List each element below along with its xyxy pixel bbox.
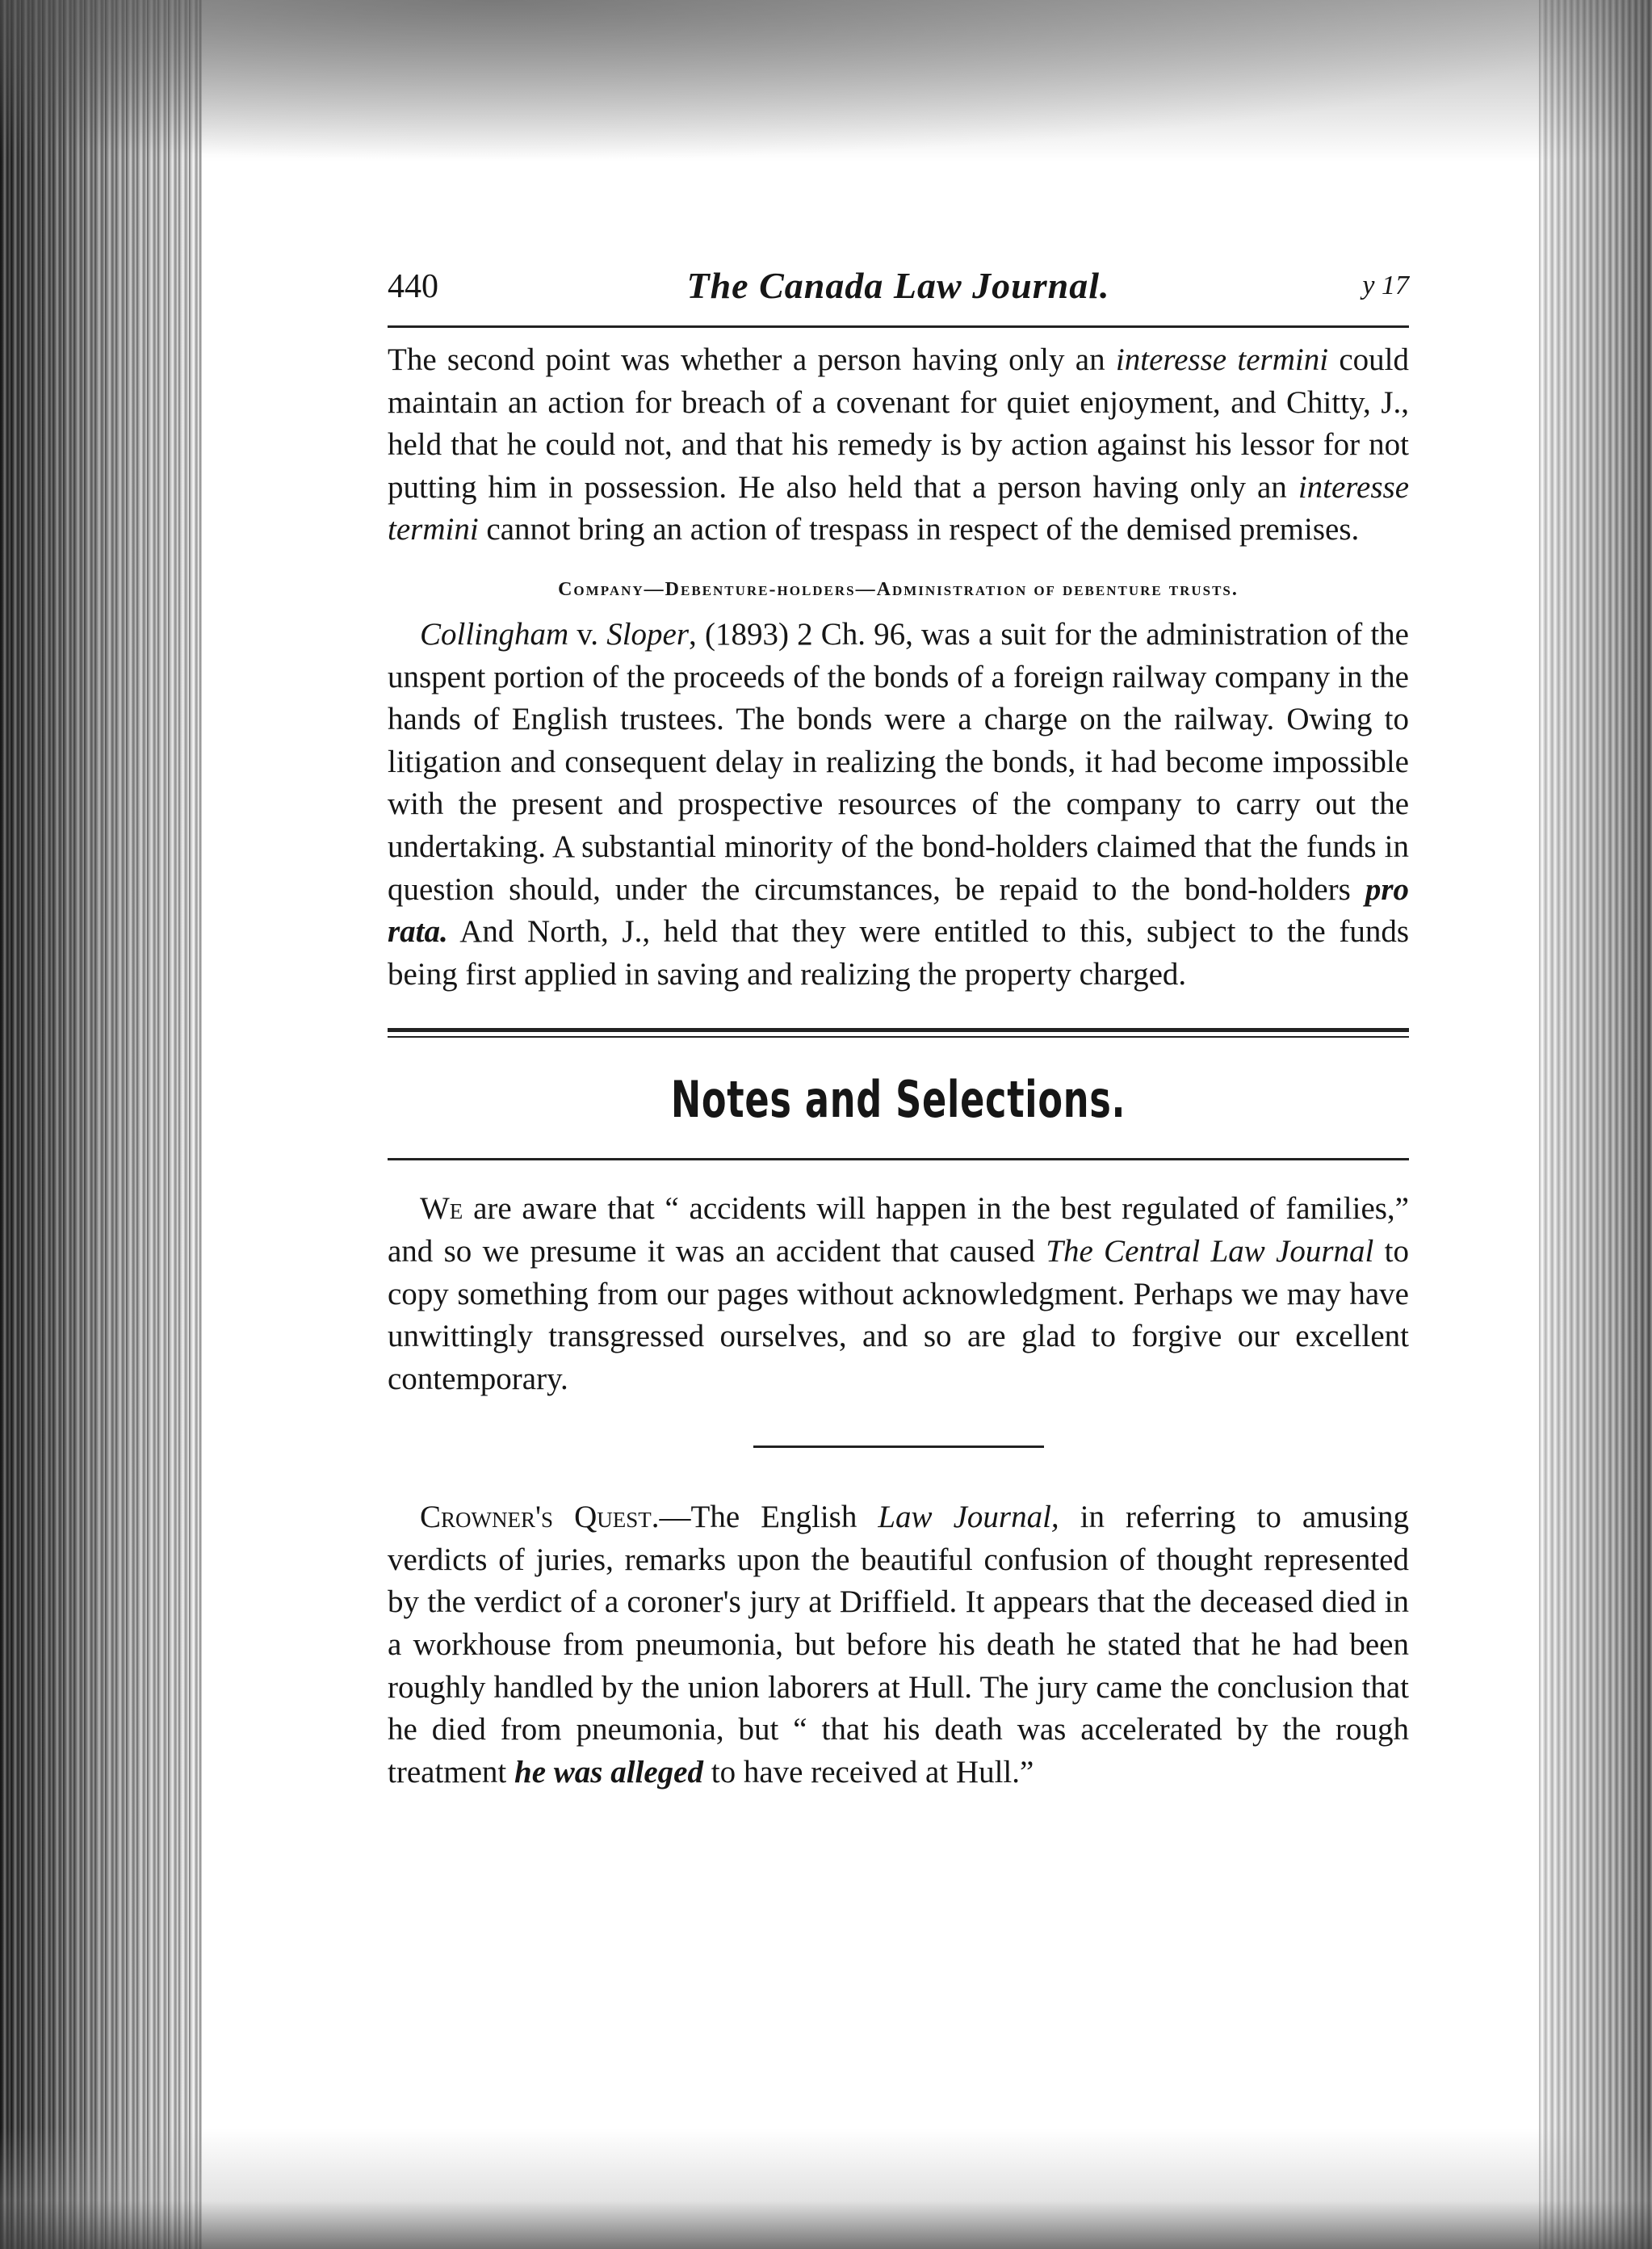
article-body — [388, 339, 1409, 1794]
italic-term: pro rata. — [388, 871, 1409, 950]
paragraph-interesse-termini — [388, 339, 1409, 552]
text-run: cannot bring an action of trespass in respect of the demised premises. — [478, 512, 1360, 548]
text-run: , (1893) 2 Ch. 96, was a suit for the administration of the unspent portion of the proceeds of the bonds of a foreign railway company in the hands of English trustees. The bonds were a charge on the railway. Owing to litigation and consequent delay in realizing the bonds, it had become impossible with the present and prospective resources of the company to carry out the undertaking. A substantial minority of the bond-holders claimed that the funds in question should, under the circumstances, be repaid to the bond-holders — [388, 616, 1409, 907]
paragraph-central-law-journal — [388, 1188, 1409, 1400]
italic-term: interesse termini — [388, 469, 1409, 548]
section-heading: Company—Debenture-holders—Administration of debenture trusts. — [558, 578, 1239, 600]
scan-edge-left — [0, 0, 202, 2249]
paragraph-crowners-quest — [388, 1496, 1409, 1794]
italic-term: interesse termini — [1115, 342, 1329, 377]
header-date-fragment: y 17 — [1362, 271, 1409, 300]
journal-page — [388, 262, 1409, 1794]
page-number: 440 — [388, 268, 438, 305]
italic-term: The Central Law Journal — [1046, 1233, 1374, 1269]
short-divider — [753, 1445, 1044, 1448]
paragraph-collingham-v-sloper — [388, 614, 1409, 996]
text-run: are aware that “ accidents will happen in the best regulated of families,” and so we presume it was an accident that caused — [388, 1191, 1409, 1269]
notes-title: Notes and Selections. — [670, 1070, 1126, 1130]
italic-term: he was alleged — [514, 1754, 703, 1790]
section-divider — [388, 1028, 1409, 1038]
page-header — [388, 262, 1409, 328]
text-run: to have received at Hull.” — [703, 1754, 1034, 1790]
scan-edge-top — [0, 0, 1652, 162]
text-run: —The English — [659, 1500, 878, 1535]
text-run: could maintain an action for breach of a covenant for quiet enjoyment, and Chitty, J., held that he could not, and that his remedy is by action against his lessor for not putting him in possession. He also held that a person having only an — [388, 342, 1409, 505]
scan-edge-bottom — [0, 2128, 1652, 2249]
text-run: And North, J., held that they were entitled to this, subject to the funds being first applied in saving and realizing the property charged. — [388, 914, 1409, 992]
lead-word: Crowner's Quest. — [420, 1500, 660, 1535]
title-rule — [388, 1158, 1409, 1160]
text-run: The second point was whether a person having only an — [388, 342, 1116, 377]
case-party: Sloper — [606, 616, 690, 652]
case-party: Collingham — [420, 616, 569, 652]
scan-edge-right — [1539, 0, 1652, 2249]
running-title: The Canada Law Journal. — [686, 265, 1110, 306]
text-run: to copy something from our pages without acknowledgment. Perhaps we may have unwittingly transgressed ourselves, and so are glad to forgive our excellent contemporary. — [388, 1233, 1409, 1396]
text-run: v. — [568, 616, 607, 652]
lead-word: We — [420, 1191, 463, 1227]
text-run: in referring to amusing verdicts of juries, remarks upon the beautiful confusion of thought represented by the verdict of a coroner's jury at Driffield. It appears that the deceased died in a workhouse from pneumonia, but before his death he stated that he had been roughly handled by the union laborers at Hull. The jury came the conclusion that he died from pneumonia, but “ that his death was accelerated by the rough treatment — [388, 1500, 1410, 1790]
italic-term: Law Journal, — [878, 1500, 1059, 1535]
